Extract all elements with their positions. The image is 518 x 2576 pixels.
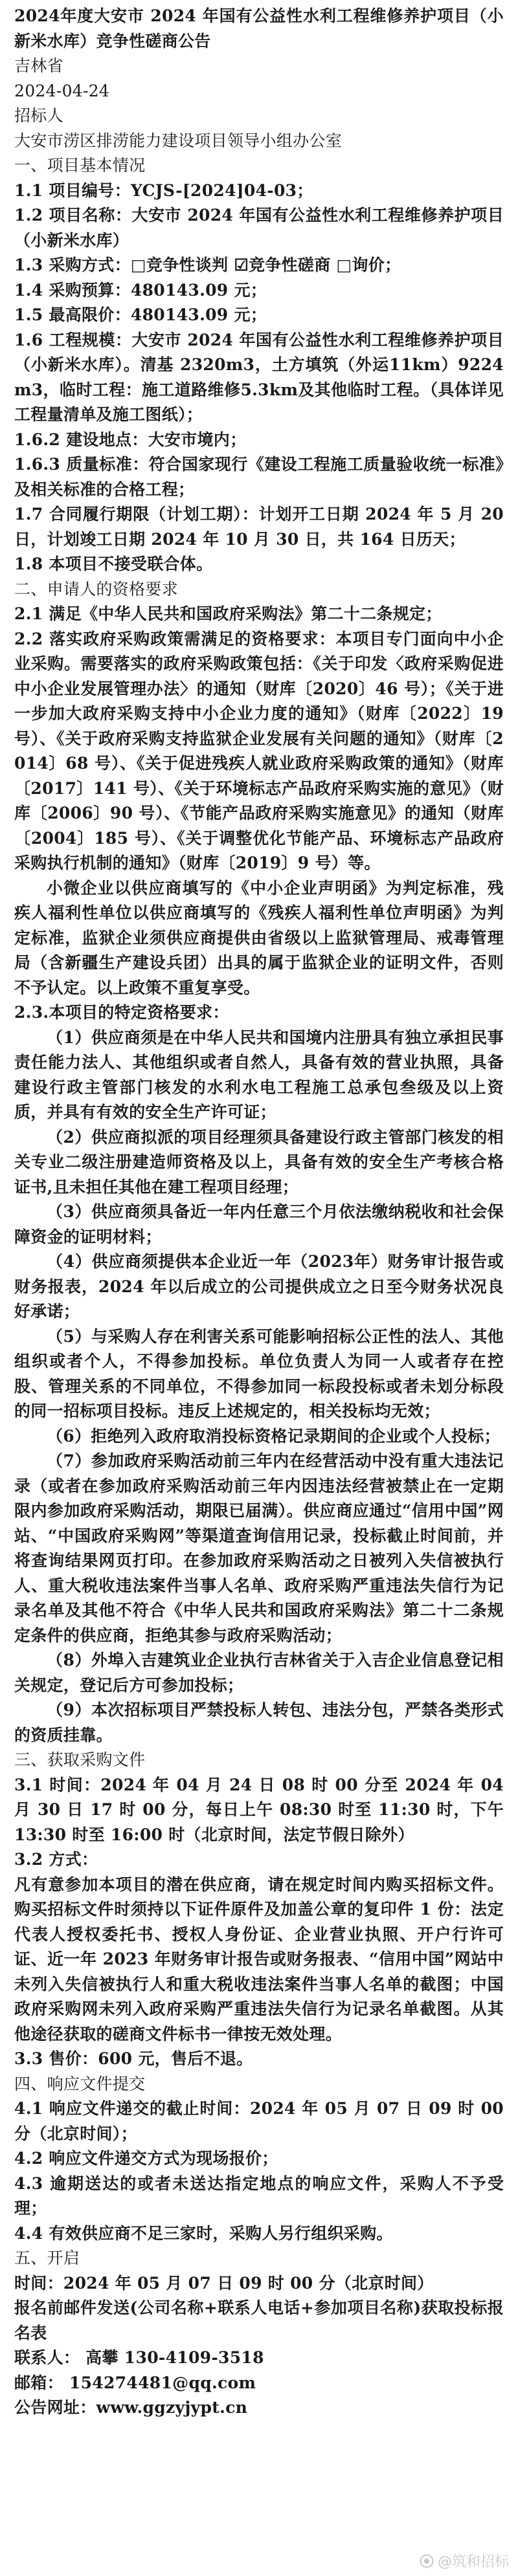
item-4-3: 4.3 逾期送达的或者未送达指定地点的响应文件，采购人不予受理； (14, 2174, 504, 2218)
announcement-title: 2024年度大安市 2024 年国有公益性水利工程维修养护项目（小新米水库）竞争性磋商公告 (14, 6, 504, 50)
item-3-2: 3.2 方式： (14, 1850, 98, 1869)
contact-person: 联系人： 高攀 130-4109-3518 (14, 2348, 264, 2367)
item-1-2: 1.2 项目名称：大安市 2024 年国有公益性水利工程维修养护项目（小新米水库） (14, 206, 504, 250)
item-3-3: 3.3 售价：600 元，售后不退。 (14, 2049, 253, 2068)
item-2-2-note: 小微企业以供应商填写的《中小企业声明函》为判定标准，残疾人福利性单位以供应商填写的《残疾人福利性单位声明函》为判定标准，监狱企业须供应商提供由省级以上监狱管理局、戒毒管理局（含新疆生产建设兵团）出具的属于监狱企业的证明文件，否则不予认定。以上政策不重复享受。 (14, 878, 504, 997)
requirement-4: （4）供应商须提供本企业近一年（2023年）财务审计报告或财务报表，2024 年以后成立的公司提供成立之日至今财务状况良好承诺； (14, 1252, 504, 1321)
watermark (420, 2551, 509, 2571)
requirement-2: （2）供应商拟派的项目经理须具备建设行政主管部门核发的相关专业二级注册建造师资格及以上，具备有效的安全生产考核合格证书,且未担任其他在建工程项目经理； (14, 1127, 504, 1196)
item-1-7: 1.7 合同履行期限（计划工期）：计划开工日期 2024 年 5 月 20 日，计划竣工日期 2024 年 10 月 30 日，共 164 日历天； (14, 505, 504, 549)
tenderer-name: 大安市涝区排涝能力建设项目领导小组办公室 (14, 131, 343, 150)
watermark-text: @筑和招标 (437, 2554, 509, 2570)
requirement-3: （3）供应商须具备近一年内任意三个月依法缴纳税收和社会保障资金的证明材料； (14, 1202, 504, 1246)
item-2-1: 2.1 满足《中华人民共和国政府采购法》第二十二条规定； (14, 604, 442, 623)
announcement-website[interactable]: 公告网址：www.ggzyjypt.cn (14, 2398, 248, 2417)
item-1-5: 1.5 最高限价：480143.09 元； (14, 305, 267, 324)
watermark-logo-icon (420, 2554, 434, 2568)
requirement-5: （5）与采购人存在利害关系可能影响招标公正性的法人、其他组织或者个人，不得参加投标。单位负责人为同一人或者存在控股、管理关系的不同单位，不得参加同一标段投标或者未划分标段的同一招标项目投标。违反上述规定的，相关投标均无效； (14, 1327, 504, 1420)
item-1-8: 1.8 本项目不接受联合体。 (14, 555, 213, 573)
section-3-heading: 三、获取采购文件 (14, 1750, 146, 1769)
requirement-7: （7）参加政府采购活动前三年内在经营活动中没有重大违法记录（或者在参加政府采购活动前三年内因违法经营被禁止在一定期限内参加政府采购活动，期限已届满）。供应商应通过“信用中国”网站、“中国政府采购网”等渠道查询信用记录，投标截止时间前，并将查询结果网页打印。在参加政府采购活动之日被列入失信被执行人、重大税收违法案件当事人名单、政府采购严重违法失信行为记录名单及其他不符合《中华人民共和国政府采购法》第二十二条规定条件的供应商，拒绝其参与政府采购活动； (14, 1451, 504, 1645)
item-4-4: 4.4 有效供应商不足三家时，采购人另行组织采购。 (14, 2223, 393, 2243)
section-4-heading: 四、响应文件提交 (14, 2074, 146, 2093)
item-4-1: 4.1 响应文件递交的截止时间：2024 年 05 月 07 日 09 时 00 分（北京时间）； (14, 2099, 504, 2143)
item-1-6: 1.6 工程规模：大安市 2024 年国有公益性水利工程维修养护项目（小新米水库）。清基 2320m3，土方填筑（外运11km）9224m3，临时工程：施工道路维修5.3km及其他临时工程。（具体详见工程量清单及施工图纸）； (14, 330, 504, 424)
section-1-heading: 一、项目基本情况 (14, 156, 146, 175)
issuer-province: 吉林省 (14, 56, 63, 75)
requirement-9: （9）本次招标项目严禁投标人转包、违法分包，严禁各类形式的资质挂靠。 (14, 1701, 504, 1745)
tenderer-label: 招标人 (14, 106, 63, 125)
item-1-1: 1.1 项目编号：YCJS-[2024]04-03； (14, 181, 313, 200)
item-4-2: 4.2 响应文件递交方式为现场报价； (14, 2149, 278, 2168)
requirement-6: （6）拒绝列入政府取消投标资格记录期间的企业或个人投标； (47, 1426, 501, 1446)
item-1-6-2: 1.6.2 建设地点：大安市境内； (14, 430, 247, 449)
section-2-heading: 二、申请人的资格要求 (14, 579, 179, 599)
announcement-date: 2024-04-24 (14, 81, 110, 100)
section-5-heading: 五、开启 (14, 2249, 80, 2267)
item-3-1: 3.1 时间：2024 年 04 月 24 日 08 时 00 分至 2024 年 04 月 30 日 17 时 00 分，每日上午 08:30 时至 11:30 时，下午 13:30 时至 16:00 时（北京时间，法定节假日除外） (14, 1775, 504, 1844)
item-1-6-3: 1.6.3 质量标准：符合国家现行《建设工程施工质量验收统一标准》及相关标准的合格工程； (14, 455, 504, 499)
contact-email: 邮箱： 154274481@qq.com (14, 2373, 256, 2392)
requirement-8: （8）外埠入吉建筑业企业执行吉林省关于入吉企业信息登记相关规定，登记后方可参加投标； (14, 1651, 504, 1695)
item-3-2-text: 凡有意参加本项目的潜在供应商，请在规定时间内购买招标文件。购买招标文件时须持以下证件原件及加盖公章的复印件 1 份：法定代表人授权委托书、授权人身份证、企业营业执照、开户行许可证、近一年 2023 年财务审计报告或财务报表、“信用中国”网站中未列入失信被执行人和重大税收违法案件当事人名单的截图；中国政府采购网未列入政府采购严重违法失信行为记录名单截图。从其他途径获取的磋商文件标书一律按无效处理。 (14, 1875, 504, 2043)
item-1-3: 1.3 采购方式：□竞争性谈判 ☑竞争性磋商 □询价； (14, 256, 401, 274)
item-2-3: 2.3.本项目的特定资格要求： (14, 1003, 229, 1022)
registration-note: 报名前邮件发送(公司名称+联系人电话+参加项目名称)获取投标报名表 (14, 2298, 504, 2342)
item-1-4: 1.4 采购预算：480143.09 元； (14, 280, 267, 300)
requirement-1: （1）供应商须是在中华人民共和国境内注册具有独立承担民事责任能力法人、其他组织或者自然人，具备有效的营业执照，具备建设行政主管部门核发的水利水电工程施工总承包叁级及以上资质，并具有有效的安全生产许可证； (14, 1028, 504, 1121)
item-2-2: 2.2 落实政府采购政策需满足的资格要求：本项目专门面向中小企业采购。需要落实的政府采购政策包括：《关于印发〈政府采购促进中小企业发展管理办法〉的通知（财库〔2020〕46 号）；《关于进一步加大政府采购支持中小企业力度的通知》（财库〔2022〕19 号）、《关于政府采购支持监狱企业发展有关问题的通知》（财库〔2014〕68 号）、《关于促进残疾人就业政府采购政策的通知》（财库〔2017〕141 号）、《关于环境标志产品政府采购实施的意见》（财库〔2006〕90 号）、《节能产品政府采购实施意见》的通知（财库〔2004〕185 号）、《关于调整优化节能产品、环境标志产品政府采购执行机制的通知》（财库〔2019〕9 号）等。 (14, 629, 504, 872)
opening-time: 时间：2024 年 05 月 07 日 09 时 00 分（北京时间） (14, 2273, 434, 2293)
